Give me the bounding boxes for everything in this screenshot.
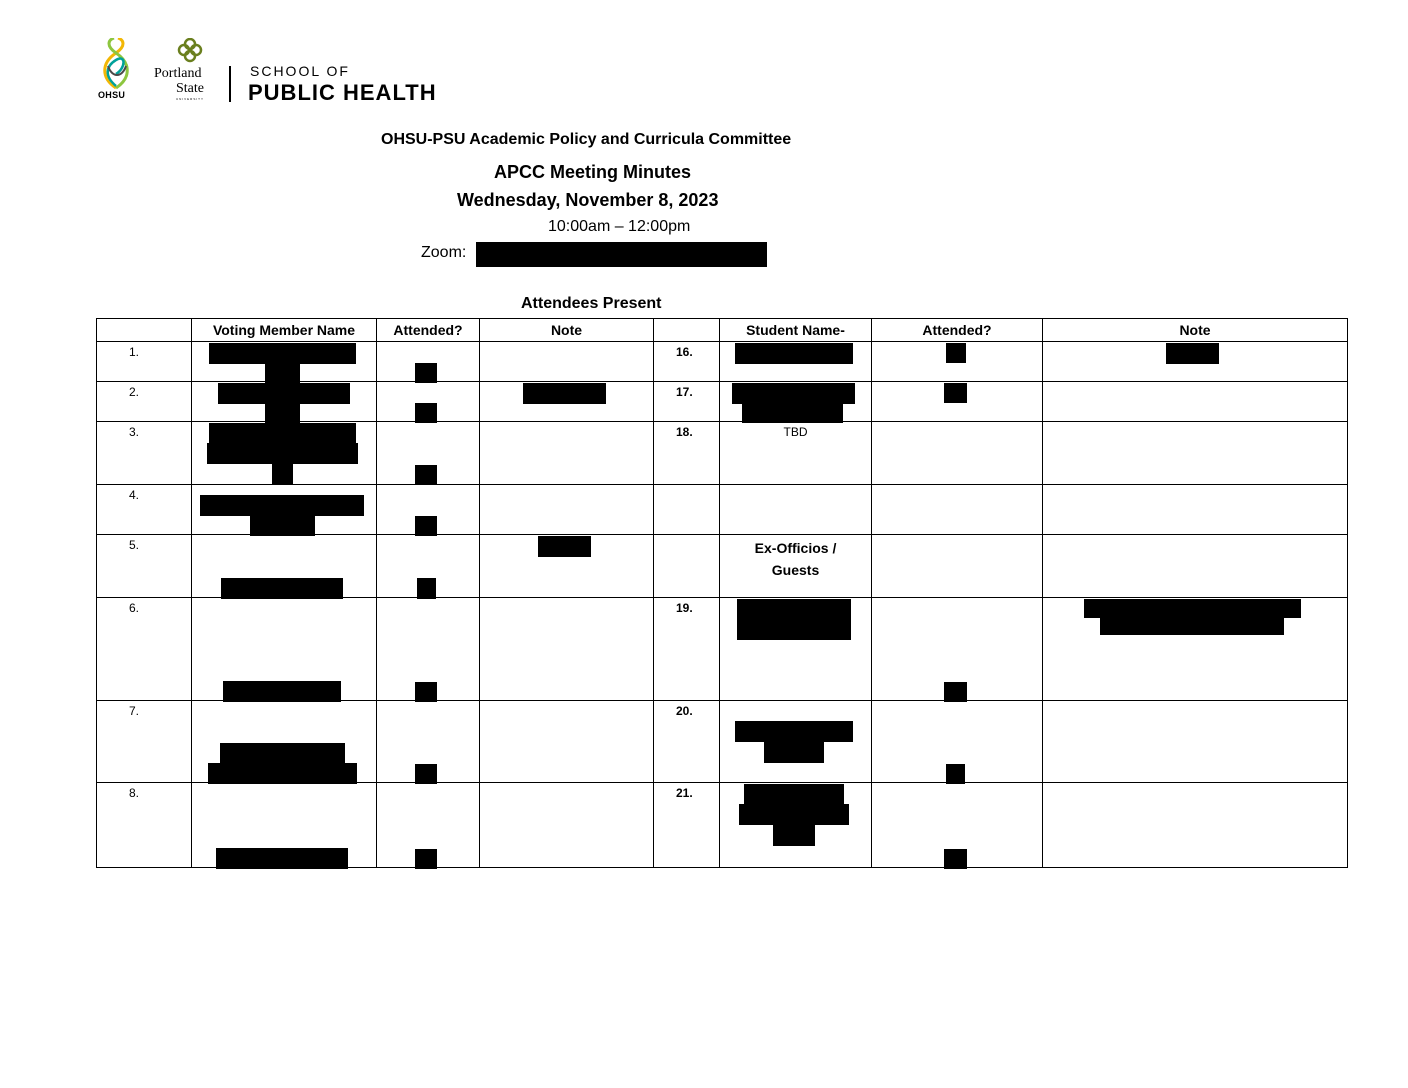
student-number-cell <box>654 342 720 382</box>
member-name-cell <box>192 598 377 701</box>
row-number-cell <box>97 598 192 701</box>
student-name-redaction <box>742 403 843 423</box>
attended-redaction <box>415 363 437 383</box>
member-name-cell <box>192 485 377 535</box>
name-redaction <box>272 464 293 485</box>
name-redaction <box>208 763 357 784</box>
row-number: 5. <box>129 538 140 552</box>
public-health-text: PUBLIC HEALTH <box>248 80 437 105</box>
student-note-redaction <box>1166 343 1219 364</box>
student-note-redaction <box>1100 617 1284 635</box>
student-note-cell <box>1043 342 1348 382</box>
row-number-cell <box>97 342 192 382</box>
logo-block <box>96 38 456 108</box>
attended-cell <box>377 783 480 868</box>
student-note-cell <box>1043 783 1348 868</box>
psu-wordmark-university: UNIVERSITY <box>176 97 205 101</box>
student-attended-cell <box>872 342 1043 382</box>
note-cell <box>480 783 654 868</box>
student-name-cell <box>720 783 872 868</box>
table-row <box>97 535 1348 598</box>
attended-redaction <box>415 516 437 536</box>
student-attended-cell <box>872 382 1043 422</box>
student-name-redaction <box>735 721 853 742</box>
table-row <box>97 783 1348 868</box>
student-number-cell <box>654 783 720 868</box>
name-redaction <box>209 423 356 444</box>
psu-wordmark-state: State <box>176 81 204 96</box>
student-note-redaction <box>1084 599 1301 618</box>
member-name-cell <box>192 535 377 598</box>
student-attended-cell <box>872 422 1043 485</box>
note-cell <box>480 422 654 485</box>
student-attended-redaction <box>946 343 966 363</box>
student-name-redaction <box>737 619 851 640</box>
student-row-number: 16. <box>676 345 693 359</box>
student-number-cell <box>654 598 720 701</box>
note-cell <box>480 485 654 535</box>
student-attended-cell <box>872 485 1043 535</box>
note-redaction <box>523 383 606 404</box>
student-row-number: 19. <box>676 601 693 615</box>
attended-redaction <box>415 849 437 869</box>
student-note-cell <box>1043 382 1348 422</box>
header-student-note: Note <box>1043 319 1348 342</box>
header-student-number <box>654 319 720 342</box>
student-note-cell <box>1043 598 1348 701</box>
student-name-cell <box>720 598 872 701</box>
name-redaction <box>218 383 350 404</box>
student-attended-redaction <box>944 849 967 869</box>
student-attended-cell <box>872 783 1043 868</box>
note-cell <box>480 701 654 783</box>
student-name-cell <box>720 485 872 535</box>
row-number: 1. <box>129 345 140 359</box>
row-number-cell <box>97 701 192 783</box>
student-attended-redaction <box>946 764 965 784</box>
student-row-number: 21. <box>676 786 693 800</box>
student-name-redaction <box>732 383 855 404</box>
name-redaction <box>265 403 300 423</box>
name-redaction <box>209 343 356 364</box>
row-number-cell <box>97 535 192 598</box>
header-number <box>97 319 192 342</box>
row-number-cell <box>97 382 192 422</box>
student-name-cell <box>720 701 872 783</box>
student-number-cell <box>654 535 720 598</box>
table-row <box>97 382 1348 422</box>
student-name-cell <box>720 382 872 422</box>
note-redaction <box>538 536 591 557</box>
attended-cell <box>377 701 480 783</box>
member-name-cell <box>192 342 377 382</box>
student-attended-redaction <box>944 682 967 702</box>
table-header-row <box>97 319 1348 342</box>
header-student-name: Student Name- <box>720 319 872 342</box>
note-cell <box>480 598 654 701</box>
student-number-cell <box>654 701 720 783</box>
student-note-cell <box>1043 535 1348 598</box>
name-redaction <box>265 363 300 383</box>
committee-title: OHSU-PSU Academic Policy and Curricula Committee <box>381 131 792 148</box>
name-redaction <box>223 681 341 702</box>
name-redaction <box>200 495 364 516</box>
psu-wordmark-portland: Portland <box>154 66 202 81</box>
attended-cell <box>377 422 480 485</box>
student-row-number: 18. <box>676 425 693 439</box>
note-cell <box>480 382 654 422</box>
logo-divider <box>229 66 231 102</box>
zoom-label: Zoom: <box>421 244 467 261</box>
student-name-redaction <box>764 742 824 763</box>
row-number: 2. <box>129 385 140 399</box>
student-attended-cell <box>872 701 1043 783</box>
student-attended-cell <box>872 535 1043 598</box>
attended-redaction <box>415 682 437 702</box>
table-row <box>97 701 1348 783</box>
student-name-redaction <box>735 343 853 364</box>
row-number: 3. <box>129 425 140 439</box>
header-note: Note <box>480 319 654 342</box>
table-row <box>97 422 1348 485</box>
student-name-redaction <box>739 804 849 825</box>
row-number: 7. <box>129 704 140 718</box>
header-attended: Attended? <box>377 319 480 342</box>
name-redaction <box>216 848 348 869</box>
name-redaction <box>220 743 345 764</box>
student-name-cell <box>720 422 872 485</box>
student-row-number: 17. <box>676 385 693 399</box>
student-row-number: 20. <box>676 704 693 718</box>
student-note-cell <box>1043 422 1348 485</box>
attended-cell <box>377 535 480 598</box>
student-name-cell <box>720 342 872 382</box>
student-attended-cell <box>872 598 1043 701</box>
attendance-table <box>96 318 1348 868</box>
student-name-redaction <box>773 825 815 846</box>
attended-redaction <box>415 465 437 485</box>
attended-cell <box>377 598 480 701</box>
attended-cell <box>377 485 480 535</box>
student-number-cell <box>654 485 720 535</box>
student-name-tbd: TBD <box>783 425 808 439</box>
member-name-cell <box>192 422 377 485</box>
table-row <box>97 598 1348 701</box>
member-name-cell <box>192 382 377 422</box>
student-number-cell <box>654 382 720 422</box>
school-of-text: SCHOOL OF <box>250 63 350 79</box>
minutes-title: APCC Meeting Minutes <box>494 162 692 182</box>
zoom-link-redaction <box>476 242 767 267</box>
attended-redaction <box>417 578 436 599</box>
note-cell <box>480 342 654 382</box>
student-number-cell <box>654 422 720 485</box>
header-student-attended: Attended? <box>872 319 1043 342</box>
student-attended-redaction <box>944 383 967 403</box>
note-cell <box>480 535 654 598</box>
attended-cell <box>377 382 480 422</box>
attended-redaction <box>415 403 437 423</box>
attended-redaction <box>415 764 437 784</box>
row-number-cell <box>97 422 192 485</box>
meeting-time: 10:00am – 12:00pm <box>548 218 691 235</box>
attended-cell <box>377 342 480 382</box>
row-number: 8. <box>129 786 140 800</box>
student-name-redaction <box>744 784 844 805</box>
table-row <box>97 342 1348 382</box>
name-redaction <box>207 443 358 464</box>
row-number-cell <box>97 485 192 535</box>
ohsu-wordmark: OHSU <box>98 90 126 100</box>
student-note-cell <box>1043 701 1348 783</box>
name-redaction <box>221 578 343 599</box>
table-row <box>97 485 1348 535</box>
student-name-redaction <box>737 599 851 620</box>
header-voting-member-name: Voting Member Name <box>192 319 377 342</box>
member-name-cell <box>192 701 377 783</box>
name-redaction <box>250 515 315 536</box>
member-name-cell <box>192 783 377 868</box>
student-name-cell <box>720 535 872 598</box>
attendees-title: Attendees Present <box>521 295 662 312</box>
meeting-date: Wednesday, November 8, 2023 <box>457 190 719 210</box>
row-number: 4. <box>129 488 140 502</box>
row-number: 6. <box>129 601 140 615</box>
row-number-cell <box>97 783 192 868</box>
student-note-cell <box>1043 485 1348 535</box>
ex-officios-guests-heading: Ex-Officios / Guests <box>754 540 837 578</box>
